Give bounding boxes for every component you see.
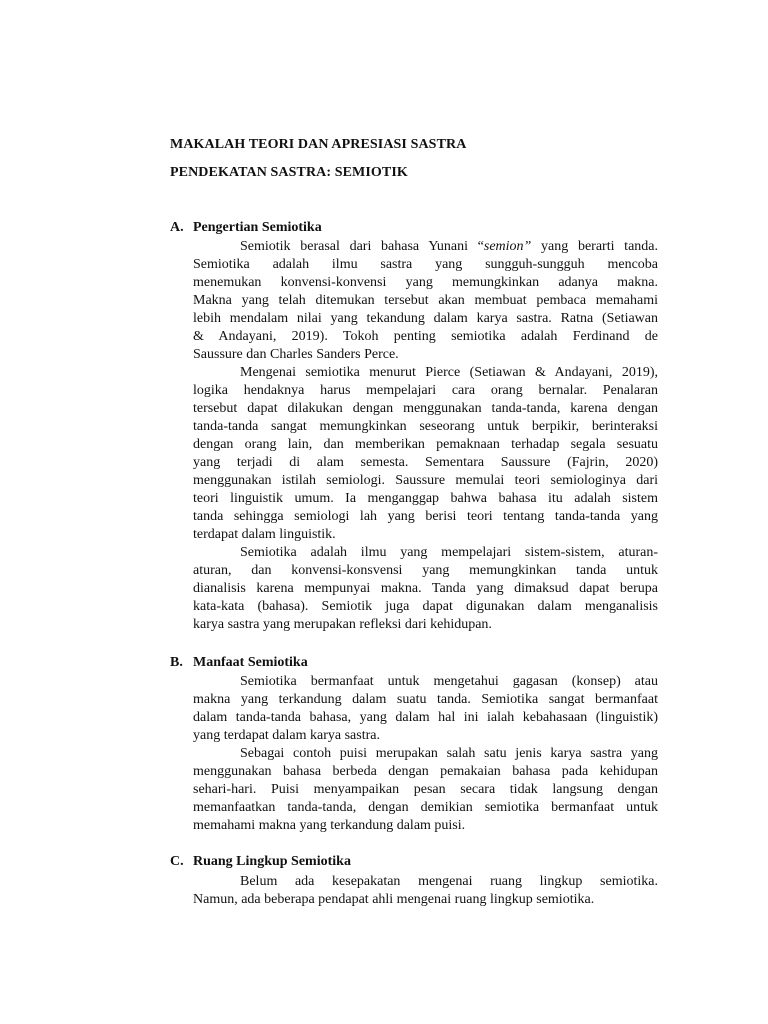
text-line: menggunakan istilah semiologi. Saussure memulai teori semiologinya dari [193, 473, 658, 488]
text-line: Semiotika adalah ilmu sastra yang sungguh-sungguh mencoba [193, 257, 658, 272]
text-line: Semiotika adalah ilmu yang mempelajari sistem-sistem, aturan- [240, 545, 658, 560]
text-line: Makna yang telah ditemukan tersebut akan membuat pembaca memahami [193, 293, 658, 308]
text-line: dalam tanda-tanda bahasa, yang dalam hal ini ialah kebahasaan (linguistik) [193, 710, 658, 725]
text-line: makna yang terkandung dalam suatu tanda. Semiotika sangat bermanfaat [193, 692, 658, 707]
text-line: Semiotika bermanfaat untuk mengetahui gagasan (konsep) atau [240, 674, 658, 689]
section-title: Ruang Lingkup Semiotika [193, 854, 351, 869]
text-line: menemukan konvensi-konvensi yang memungkinkan adanya makna. [193, 275, 658, 290]
text-line: Namun, ada beberapa pendapat ahli mengenai ruang lingkup semiotika. [193, 892, 595, 907]
text-line: tersebut dapat dilakukan dengan menggunakan tanda-tanda, karena dengan [193, 401, 658, 416]
text-line: yang terjadi di alam semesta. Sementara Saussure (Fajrin, 2020) [193, 455, 658, 470]
text-line: memanfaatkan tanda-tanda, dengan demikian semiotika bermanfaat untuk [193, 800, 658, 815]
text-line: teori linguistik umum. Ia menganggap bahwa bahasa itu adalah sistem [193, 491, 658, 506]
section-heading-a [170, 220, 322, 236]
section-letter: A. [170, 220, 184, 235]
text-line: Semiotik berasal dari bahasa Yunani “semion” yang berarti tanda. [240, 239, 658, 254]
document-subtitle: PENDEKATAN SASTRA: SEMIOTIK [170, 165, 408, 180]
text-line: karya sastra yang merupakan refleksi dari kehidupan. [193, 617, 492, 632]
text-line: sehari-hari. Puisi menyampaikan pesan secara tidak langsung dengan [193, 782, 658, 797]
section-body-b [193, 673, 658, 835]
document-title: MAKALAH TEORI DAN APRESIASI SASTRA [170, 137, 467, 152]
text-line: & Andayani, 2019). Tokoh penting semiotika adalah Ferdinand de [193, 329, 658, 344]
text-line: yang terdapat dalam karya sastra. [193, 728, 380, 743]
text-line: logika hendaknya harus mempelajari cara orang bernalar. Penalaran [193, 383, 658, 398]
section-letter: B. [170, 655, 183, 670]
text-line: Belum ada kesepakatan mengenai ruang lingkup semiotika. [240, 874, 658, 889]
text-line: menggunakan bahasa berbeda dengan pemakaian bahasa pada kehidupan [193, 764, 658, 779]
text-line: aturan, dan konvensi-konsvensi yang memungkinkan tanda untuk [193, 563, 658, 578]
section-heading-c [170, 854, 351, 870]
section-letter: C. [170, 854, 184, 869]
section-title: Manfaat Semiotika [193, 655, 308, 670]
text-line: Mengenai semiotika menurut Pierce (Setiawan & Andayani, 2019), [240, 365, 658, 380]
text-line: Saussure dan Charles Sanders Perce. [193, 347, 399, 362]
text-line: memahami makna yang terkandung dalam puisi. [193, 818, 466, 833]
section-body-a [193, 238, 658, 634]
text-line: dengan orang lain, dan memberikan pemaknaan terhadap segala sesuatu [193, 437, 658, 452]
text-line: kata-kata (bahasa). Semiotik juga dapat digunakan dalam menganalisis [193, 599, 658, 614]
section-body-c [193, 873, 658, 909]
text-line: lebih mendalam nilai yang tekandung dalam karya sastra. Ratna (Setiawan [193, 311, 658, 326]
text-line: tanda sehingga semiologi lah yang berisi teori tentang tanda-tanda yang [193, 509, 658, 524]
section-title: Pengertian Semiotika [193, 220, 322, 235]
text-line: dianalisis karena mempunyai makna. Tanda yang dimaksud dapat berupa [193, 581, 658, 596]
text-line: Sebagai contoh puisi merupakan salah satu jenis karya sastra yang [240, 746, 658, 761]
text-line: terdapat dalam linguistik. [193, 527, 336, 542]
text-line: tanda-tanda sangat memungkinkan seseorang untuk berpikir, berinteraksi [193, 419, 658, 434]
section-heading-b [170, 655, 308, 671]
